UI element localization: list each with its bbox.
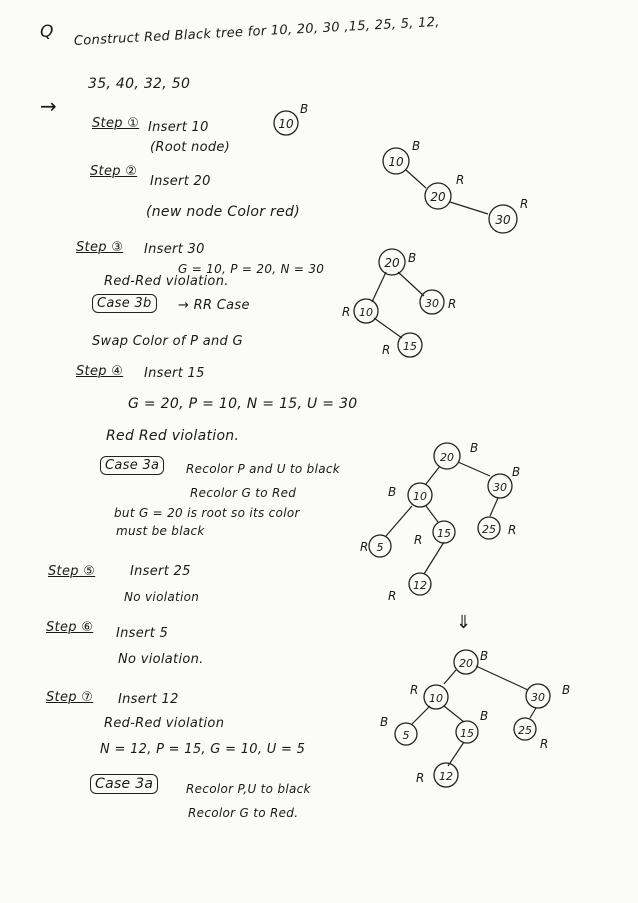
step-3-swap-note: Swap Color of P and G [92,334,243,349]
tree-2-node-color: B [412,139,421,153]
tree-1 [274,102,308,135]
tree-5-node-value: 25 [518,724,532,737]
tree-2-node-color: R [520,197,529,211]
right-arrow-icon: → [40,94,58,118]
tree-2 [383,139,528,233]
step-1-action: Insert 10 [148,120,209,135]
step-4-case-box: Case 3a [100,456,164,475]
step-2-action: Insert 20 [150,174,211,189]
step-2-note: (new node Color red) [146,204,300,220]
step-1-note: (Root node) [150,140,231,155]
tree-4-edge [458,462,490,476]
step-5-note: No violation [124,590,200,604]
tree-3-node-value: 20 [384,256,400,270]
tree-3-node-value: 15 [403,340,417,353]
tree-4-edge [426,506,438,522]
step-3-label: Step ③ [76,240,124,255]
tree-5-edge [444,706,464,722]
tree-2-node-value: 30 [495,213,511,227]
tree-3-node-value: 30 [425,297,439,310]
tree-5-node-value: 15 [460,727,474,740]
step-2-label: Step ② [90,164,138,179]
step-7-recolor-pu: Recolor P,U to black [186,782,311,796]
tree-5-node-color: R [416,771,425,785]
step-4-label: Step ④ [76,364,124,379]
step-4-action: Insert 15 [144,366,205,381]
tree-3-edge [398,272,424,296]
tree-4 [360,441,520,603]
question-text-line2: 35, 40, 32, 50 [88,76,191,92]
tree-4-node-value: 15 [437,527,451,540]
tree-4-node-color: R [414,533,423,547]
step-6-label: Step ⑥ [46,620,94,635]
step-7-action: Insert 12 [118,692,179,707]
transition-arrow-icon: ⇓ [456,612,472,633]
tree-5-edge [530,708,536,718]
tree-5-node-value: 5 [402,729,410,742]
tree-4-node-color: R [360,540,369,554]
tree-3-node-color: B [408,251,417,265]
step-7-recolor-g: Recolor G to Red. [188,806,299,820]
tree-4-node-value: 25 [482,523,496,536]
step-3-case-desc: → RR Case [178,298,250,313]
tree-2-node-value: 20 [430,190,446,204]
step-4-recolor-pu: Recolor P and U to black [186,462,341,476]
tree-2-edge [450,202,488,214]
question-marker: Q [40,22,54,42]
step-4-recolor-g: Recolor G to Red [190,486,297,500]
tree-2-node-value: 10 [388,155,404,169]
step-5-label: Step ⑤ [48,564,96,579]
tree-5-edge [448,742,464,766]
tree-5-node-value: 10 [429,692,443,705]
tree-5-node-color: R [540,737,549,751]
tree-5-node-value: 20 [459,657,473,670]
tree-4-node-color: B [512,465,521,479]
step-6-action: Insert 5 [116,626,169,641]
step-3-violation: Red-Red violation. [104,274,229,289]
tree-5-node-color: B [480,709,489,723]
tree-4-node-color: B [470,441,479,455]
tree-5-node-color: B [380,715,389,729]
tree-5 [380,649,570,787]
step-4-root-note-2: must be black [116,524,205,538]
tree-4-edge [424,542,444,574]
step-7-label: Step ⑦ [46,690,94,705]
step-6-note: No violation. [118,652,204,667]
step-7-case-box: Case 3a [90,774,158,794]
tree-4-edge [426,466,440,484]
tree-4-edge [490,498,498,516]
tree-4-edge [386,506,412,536]
tree-3-node-color: R [448,297,457,311]
tree-5-node-color: R [410,683,419,697]
question-text: Construct Red Black tree for 10, 20, 30 ,15, 25, 5, 12, [73,14,441,49]
step-1-label: Step ① [92,116,140,131]
tree-1-node-color: B [300,102,309,116]
tree-5-edge [412,706,430,724]
tree-5-edge [444,670,456,684]
tree-4-node-color: B [388,485,397,499]
step-3-case-box: Case 3b [92,294,157,313]
tree-4-node-color: R [388,589,397,603]
tree-4-node-value: 10 [413,490,427,503]
step-3-vars: G = 10, P = 20, N = 30 [178,262,325,276]
tree-2-edge [406,170,426,188]
step-4-root-note: but G = 20 is root so its color [114,506,300,520]
tree-1-node-value: 10 [278,117,294,131]
tree-5-node-color: B [480,649,489,663]
tree-3-edge [374,318,402,338]
tree-4-node-value: 5 [376,541,384,554]
step-4-vars: G = 20, P = 10, N = 15, U = 30 [128,396,358,412]
tree-5-edge [476,666,528,690]
tree-4-node-value: 12 [413,579,427,592]
tree-3-edge [372,272,386,302]
step-5-action: Insert 25 [130,564,191,579]
tree-2-node-color: R [456,173,465,187]
tree-3-node-value: 10 [359,306,373,319]
tree-4-node-value: 30 [493,481,507,494]
tree-4-node-value: 20 [440,451,454,464]
tree-3-node-color: R [382,343,391,357]
tree-4-node-color: R [508,523,517,537]
tree-5-node-value: 30 [531,691,545,704]
step-4-violation: Red Red violation. [106,428,240,444]
step-7-violation: Red-Red violation [104,716,225,731]
tree-5-node-value: 12 [439,770,453,783]
tree-3 [342,249,456,357]
tree-3-node-color: R [342,305,351,319]
tree-5-node-color: B [562,683,571,697]
step-3-action: Insert 30 [144,242,205,257]
step-7-vars: N = 12, P = 15, G = 10, U = 5 [100,742,306,757]
